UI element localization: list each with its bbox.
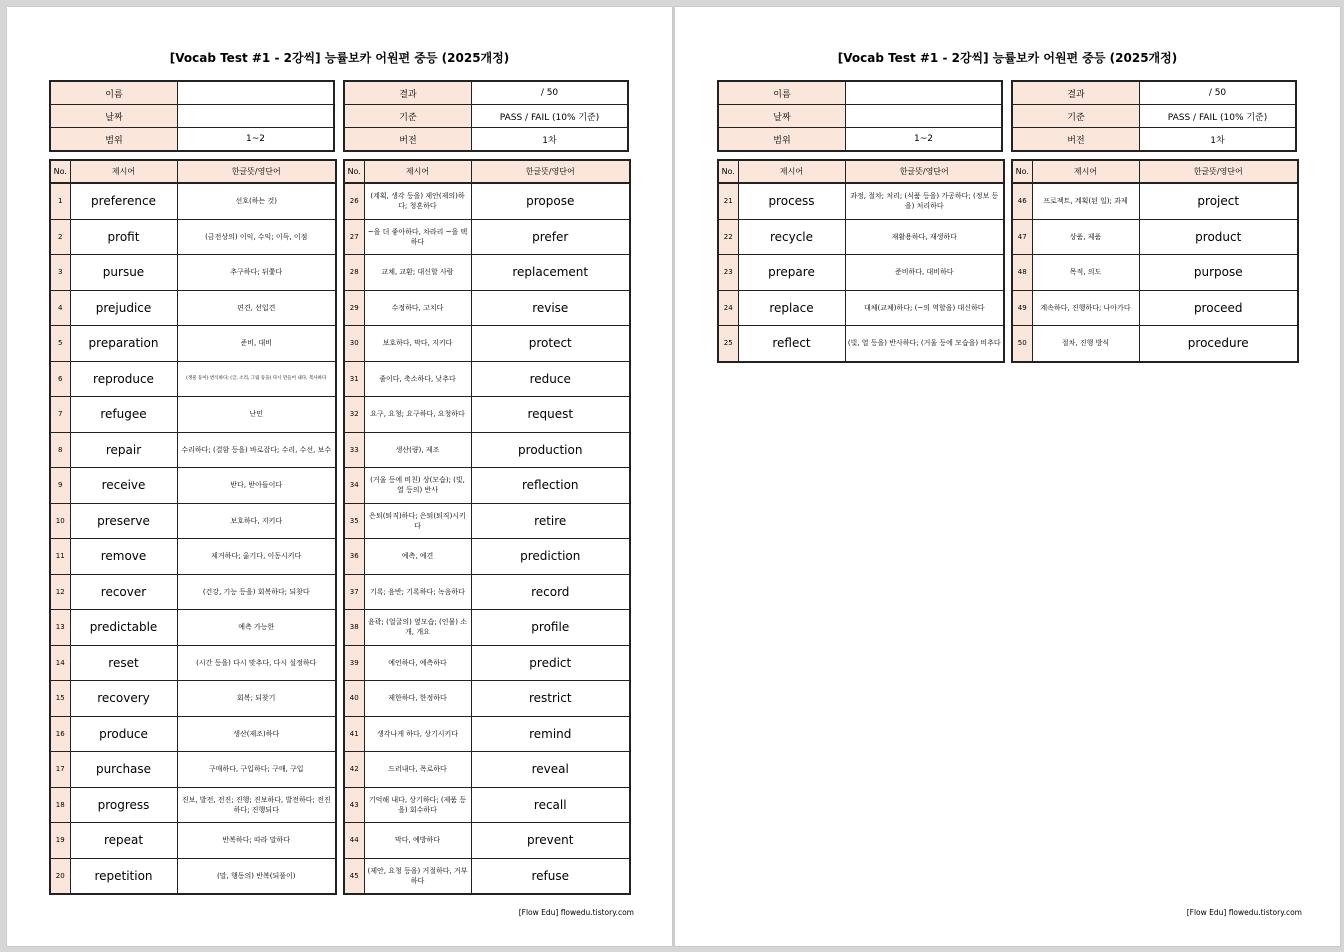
row-number: 6 [50,361,70,397]
table-row [50,397,336,433]
prompt-word: receive [70,468,177,504]
table-row [344,503,630,539]
answer-meaning: (빛, 열 등을) 반사하다; (거울 등에 모습을) 비추다 [845,326,1004,362]
answer-meaning: 생산(제조)하다 [177,716,336,752]
prompt-meaning: 예언하다, 예측하다 [364,645,471,681]
answer-word: reflection [471,468,630,504]
answer-word: profile [471,610,630,646]
header-prompt: 제시어 [738,160,845,183]
table-row [344,397,630,433]
info-value [846,105,1003,128]
vocab-table-right [343,159,631,895]
info-label: 이름 [718,81,846,105]
table-row [344,539,630,575]
info-label: 버전 [1012,128,1140,152]
prompt-meaning: 계속하다, 진행하다; 나아가다 [1032,290,1139,326]
answer-word: revise [471,290,630,326]
answer-meaning: 제거하다; 옮기다, 이동시키다 [177,539,336,575]
info-label: 이름 [50,81,178,105]
prompt-meaning: 막다, 예방하다 [364,823,471,859]
info-row [344,128,628,152]
table-row [50,255,336,291]
answer-meaning: (생물 등이) 번식하다; (글, 소리, 그림 등을) 다시 만들어 내다, 복사하다 [177,361,336,397]
row-number: 47 [1012,219,1032,255]
prompt-word: reproduce [70,361,177,397]
prompt-meaning: 기록; 음반; 기록하다; 녹음하다 [364,574,471,610]
info-value: 1~2 [178,128,335,152]
row-number: 37 [344,574,364,610]
answer-meaning: 수리하다; (결함 등을) 바로잡다; 수리, 수선, 보수 [177,432,336,468]
header-prompt: 제시어 [1032,160,1139,183]
row-number: 8 [50,432,70,468]
answer-word: production [471,432,630,468]
vocab-table-left [717,159,1005,363]
answer-word: prefer [471,219,630,255]
info-table-right [1011,80,1297,152]
answer-meaning: 진보, 발전, 전진; 진행; 진보하다, 발전하다; 전진하다; 진행되다 [177,787,336,823]
row-number: 20 [50,858,70,894]
row-number: 29 [344,290,364,326]
header-no: No. [50,160,70,183]
answer-meaning: 예측 가능한 [177,610,336,646]
answer-word: recall [471,787,630,823]
prompt-meaning: 줄이다, 축소하다, 낮추다 [364,361,471,397]
answer-word: reveal [471,752,630,788]
row-number: 32 [344,397,364,433]
table-row [50,610,336,646]
info-row [50,128,334,152]
prompt-meaning: 생산(량), 제조 [364,432,471,468]
footer: [Flow Edu] flowedu.tistory.com [1186,908,1302,917]
info-value: PASS / FAIL (10% 기준) [1140,105,1297,128]
prompt-meaning: 윤곽; (얼굴의) 옆모습; (인물) 소개, 개요 [364,610,471,646]
row-number: 43 [344,787,364,823]
info-table-right [343,80,629,152]
answer-word: prevent [471,823,630,859]
row-number: 7 [50,397,70,433]
answer-word: remind [471,716,630,752]
prompt-word: preparation [70,326,177,362]
info-value [846,81,1003,105]
row-number: 1 [50,183,70,219]
prompt-word: preference [70,183,177,219]
row-number: 34 [344,468,364,504]
info-label: 날짜 [50,105,178,128]
info-value: 1~2 [846,128,1003,152]
answer-word: procedure [1139,326,1298,362]
row-number: 46 [1012,183,1032,219]
table-row [344,574,630,610]
info-table-left [49,80,335,152]
table-row [50,539,336,575]
answer-word: predict [471,645,630,681]
row-number: 5 [50,326,70,362]
table-row [718,326,1004,362]
prompt-word: reset [70,645,177,681]
prompt-word: predictable [70,610,177,646]
answer-word: refuse [471,858,630,894]
table-row [50,752,336,788]
row-number: 4 [50,290,70,326]
prompt-meaning: 보호하다, 막다, 지키다 [364,326,471,362]
table-row [1012,183,1298,219]
prompt-word: replace [738,290,845,326]
answer-word: retire [471,503,630,539]
info-row [718,81,1002,105]
table-row [344,255,630,291]
row-number: 9 [50,468,70,504]
prompt-meaning: 목적, 의도 [1032,255,1139,291]
prompt-word: pursue [70,255,177,291]
answer-meaning: 선호(하는 것) [177,183,336,219]
prompt-word: recovery [70,681,177,717]
info-label: 날짜 [718,105,846,128]
row-number: 33 [344,432,364,468]
page-title: [Vocab Test #1 - 2강씩] 능률보카 어원편 중등 (2025개정) [837,51,1178,65]
prompt-word: profit [70,219,177,255]
info-row [50,81,334,105]
prompt-word: recover [70,574,177,610]
row-number: 48 [1012,255,1032,291]
answer-word: record [471,574,630,610]
table-header [1012,160,1298,183]
table-header [344,160,630,183]
table-row [50,290,336,326]
row-number: 49 [1012,290,1032,326]
vocab-table-left [49,159,337,895]
answer-meaning: 반복하다; 따라 말하다 [177,823,336,859]
row-number: 17 [50,752,70,788]
row-number: 30 [344,326,364,362]
row-number: 22 [718,219,738,255]
prompt-meaning: 예측, 예견 [364,539,471,575]
row-number: 41 [344,716,364,752]
prompt-meaning: 은퇴(퇴직)하다; 은퇴(퇴직)시키다 [364,503,471,539]
row-number: 23 [718,255,738,291]
prompt-word: produce [70,716,177,752]
row-number: 42 [344,752,364,788]
prompt-meaning: ~을 더 좋아하다, 차라리 ~을 택하다 [364,219,471,255]
answer-word: request [471,397,630,433]
answer-meaning: 구매하다, 구입하다; 구매, 구입 [177,752,336,788]
info-row [1012,128,1296,152]
table-row [718,219,1004,255]
prompt-word: process [738,183,845,219]
info-row [1012,105,1296,128]
table-row [50,432,336,468]
table-row [344,468,630,504]
answer-meaning: 받다, 받아들이다 [177,468,336,504]
table-row [718,290,1004,326]
row-number: 25 [718,326,738,362]
prompt-word: reflect [738,326,845,362]
prompt-meaning: 제한하다, 한정하다 [364,681,471,717]
row-number: 3 [50,255,70,291]
row-number: 44 [344,823,364,859]
answer-meaning: 편견, 선입견 [177,290,336,326]
row-number: 26 [344,183,364,219]
footer: [Flow Edu] flowedu.tistory.com [518,908,634,917]
info-value: / 50 [472,81,629,105]
row-number: 27 [344,219,364,255]
answer-meaning: (건강, 기능 등을) 회복하다; 되찾다 [177,574,336,610]
prompt-word: prejudice [70,290,177,326]
row-number: 40 [344,681,364,717]
table-row [50,219,336,255]
info-row [1012,81,1296,105]
prompt-meaning: 상품, 제품 [1032,219,1139,255]
answer-word: restrict [471,681,630,717]
prompt-word: refugee [70,397,177,433]
info-row [718,128,1002,152]
prompt-meaning: 요구, 요청; 요구하다, 요청하다 [364,397,471,433]
info-row [718,105,1002,128]
info-value: 1차 [472,128,629,152]
row-number: 36 [344,539,364,575]
header-answer: 한글뜻/영단어 [177,160,336,183]
table-row [50,468,336,504]
row-number: 15 [50,681,70,717]
info-label: 결과 [344,81,472,105]
info-value [178,81,335,105]
table-row [50,645,336,681]
answer-meaning: (금전상의) 이익, 수익; 이득, 이점 [177,219,336,255]
answer-word: propose [471,183,630,219]
info-value: / 50 [1140,81,1297,105]
table-row [50,858,336,894]
header-answer: 한글뜻/영단어 [471,160,630,183]
prompt-meaning: 수정하다, 고치다 [364,290,471,326]
prompt-word: repeat [70,823,177,859]
answer-word: purpose [1139,255,1298,291]
row-number: 45 [344,858,364,894]
header-answer: 한글뜻/영단어 [1139,160,1298,183]
table-row [1012,326,1298,362]
table-row [1012,255,1298,291]
prompt-meaning: 절차, 진행 방식 [1032,326,1139,362]
table-row [718,183,1004,219]
answer-meaning: 회복; 되찾기 [177,681,336,717]
info-row [344,81,628,105]
answer-word: prediction [471,539,630,575]
prompt-word: repetition [70,858,177,894]
prompt-meaning: (계획, 생각 등을) 제안(제의)하다; 청혼하다 [364,183,471,219]
prompt-meaning: (제안, 요청 등을) 거절하다, 거부하다 [364,858,471,894]
info-label: 버전 [344,128,472,152]
prompt-meaning: 드러내다, 폭로하다 [364,752,471,788]
table-row [344,787,630,823]
table-row [344,716,630,752]
table-row [344,645,630,681]
table-row [344,183,630,219]
row-number: 14 [50,645,70,681]
table-row [718,255,1004,291]
prompt-word: repair [70,432,177,468]
info-value [178,105,335,128]
answer-meaning: 과정, 절차; 처리; (식품 등을) 가공하다; (정보 등을) 처리하다 [845,183,1004,219]
header-prompt: 제시어 [364,160,471,183]
answer-word: reduce [471,361,630,397]
table-row [50,326,336,362]
row-number: 31 [344,361,364,397]
row-number: 16 [50,716,70,752]
prompt-word: remove [70,539,177,575]
prompt-meaning: 생각나게 하다, 상기시키다 [364,716,471,752]
row-number: 10 [50,503,70,539]
table-row [1012,219,1298,255]
header-prompt: 제시어 [70,160,177,183]
table-row [344,752,630,788]
table-row [50,823,336,859]
row-number: 28 [344,255,364,291]
row-number: 39 [344,645,364,681]
info-label: 기준 [344,105,472,128]
answer-meaning: 재활용하다, 재생하다 [845,219,1004,255]
table-row [50,681,336,717]
info-row [50,105,334,128]
table-header [50,160,336,183]
table-row [50,787,336,823]
prompt-word: prepare [738,255,845,291]
prompt-word: purchase [70,752,177,788]
prompt-meaning: 교체, 교환; 대신할 사람 [364,255,471,291]
header-no: No. [718,160,738,183]
answer-meaning: (시간 등을) 다시 맞추다, 다시 설정하다 [177,645,336,681]
header-answer: 한글뜻/영단어 [845,160,1004,183]
row-number: 11 [50,539,70,575]
answer-meaning: 보호하다, 지키다 [177,503,336,539]
page-title: [Vocab Test #1 - 2강씩] 능률보카 어원편 중등 (2025개정) [169,51,510,65]
answer-meaning: (말, 행동의) 반복(되풀이) [177,858,336,894]
info-label: 범위 [50,128,178,152]
vocab-table-right [1011,159,1299,363]
table-row [50,503,336,539]
info-label: 기준 [1012,105,1140,128]
answer-word: replacement [471,255,630,291]
answer-word: protect [471,326,630,362]
table-row [50,361,336,397]
prompt-meaning: 프로젝트, 계획(된 일); 과제 [1032,183,1139,219]
table-row [1012,290,1298,326]
page-2 [674,7,1340,946]
answer-word: proceed [1139,290,1298,326]
row-number: 35 [344,503,364,539]
row-number: 2 [50,219,70,255]
info-row [344,105,628,128]
info-label: 결과 [1012,81,1140,105]
row-number: 13 [50,610,70,646]
answer-word: product [1139,219,1298,255]
table-row [344,219,630,255]
info-value: PASS / FAIL (10% 기준) [472,105,629,128]
answer-meaning: 준비, 대비 [177,326,336,362]
table-row [344,681,630,717]
page-1 [7,7,672,946]
table-row [344,361,630,397]
answer-meaning: 난민 [177,397,336,433]
answer-meaning: 대체(교체)하다; (~의 역할을) 대신하다 [845,290,1004,326]
row-number: 21 [718,183,738,219]
row-number: 24 [718,290,738,326]
table-row [344,432,630,468]
table-row [344,858,630,894]
prompt-meaning: 기억해 내다, 상기하다; (제품 등을) 회수하다 [364,787,471,823]
row-number: 12 [50,574,70,610]
answer-meaning: 준비하다, 대비하다 [845,255,1004,291]
row-number: 38 [344,610,364,646]
header-no: No. [344,160,364,183]
info-table-left [717,80,1003,152]
prompt-word: progress [70,787,177,823]
table-row [50,716,336,752]
header-no: No. [1012,160,1032,183]
answer-meaning: 추구하다; 뒤쫓다 [177,255,336,291]
table-row [344,610,630,646]
table-row [50,574,336,610]
table-row [50,183,336,219]
prompt-word: recycle [738,219,845,255]
table-row [344,326,630,362]
prompt-meaning: (거울 등에 비친) 상(모습); (빛, 열 등의) 반사 [364,468,471,504]
table-row [344,290,630,326]
row-number: 50 [1012,326,1032,362]
table-header [718,160,1004,183]
info-value: 1차 [1140,128,1297,152]
prompt-word: preserve [70,503,177,539]
answer-word: project [1139,183,1298,219]
table-row [344,823,630,859]
info-label: 범위 [718,128,846,152]
row-number: 18 [50,787,70,823]
row-number: 19 [50,823,70,859]
